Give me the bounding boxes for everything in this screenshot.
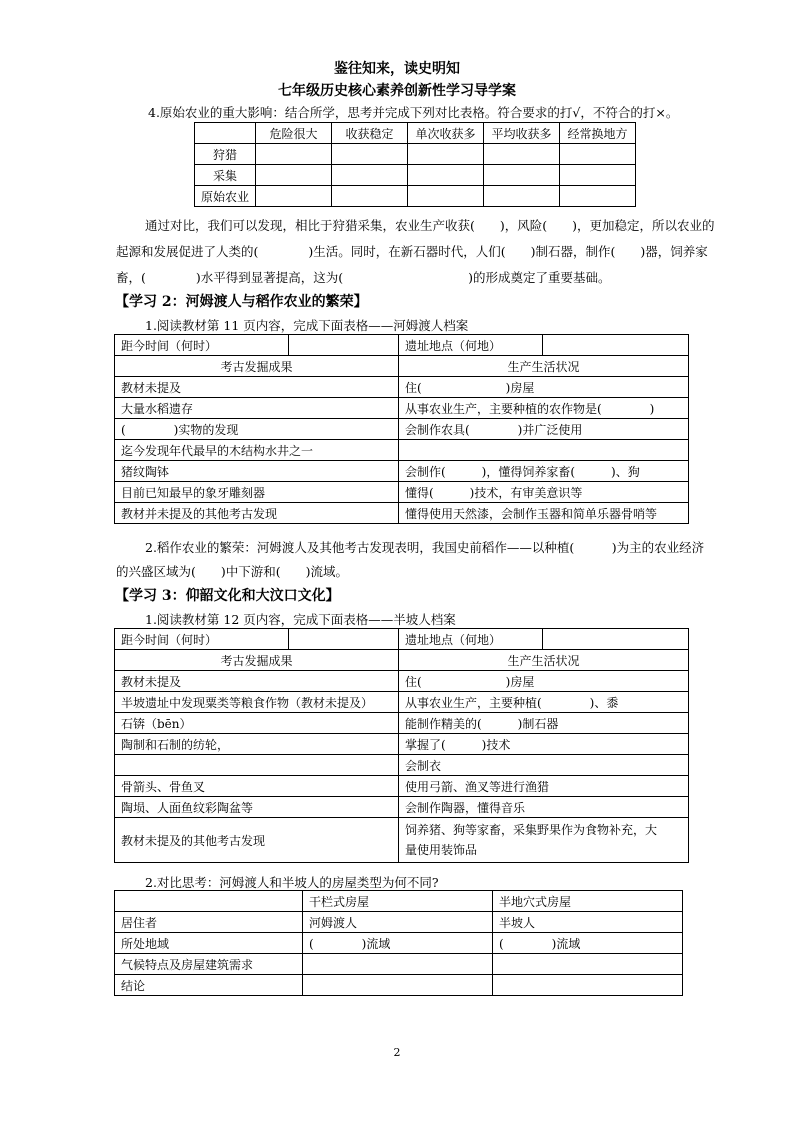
table-cell: 教材未提及 — [115, 671, 399, 692]
q4-paragraph-line: 通过对比，我们可以发现，相比于狩猎采集，农业生产收获( )，风险( )，更加稳定，所以农业的 — [145, 218, 715, 233]
q4-header-cell — [195, 123, 256, 144]
row-label: 居住者 — [115, 912, 303, 933]
q4-header-cell: 经常换地方 — [560, 123, 636, 144]
time-label: 距今时间（何时） — [115, 335, 289, 356]
table-cell: 会制作( )，懂得饲养家畜( )、狗 — [399, 461, 689, 482]
time-label: 距今时间（何时） — [115, 629, 289, 650]
table-cell: 大量水稻遗存 — [115, 398, 399, 419]
answer-cell[interactable] — [289, 335, 399, 356]
row-label: 气候特点及房屋建筑需求 — [115, 954, 303, 975]
table-cell: 河姆渡人 — [303, 912, 493, 933]
column-header: 干栏式房屋 — [303, 891, 493, 912]
answer-cell[interactable] — [543, 335, 689, 356]
column-header: 半地穴式房屋 — [493, 891, 683, 912]
table-cell: 猪纹陶钵 — [115, 461, 399, 482]
column-header: 考古发掘成果 — [115, 356, 399, 377]
answer-cell[interactable] — [256, 186, 332, 207]
table-cell: ( )实物的发现 — [115, 419, 399, 440]
banpo-profile-table — [114, 628, 689, 863]
table-cell: 懂得使用天然漆，会制作玉器和简单乐器骨哨等 — [399, 503, 689, 524]
table-cell: 陶制和石制的纺轮， — [115, 734, 399, 755]
table-cell: 教材未提及 — [115, 377, 399, 398]
answer-cell[interactable] — [332, 186, 408, 207]
study2-q2-line: 2.稻作农业的繁荣：河姆渡人及其他考古发现表明，我国史前稻作——以种植( )为主的农业经济 — [145, 540, 705, 555]
table-cell: 从事农业生产，主要种植的农作物是( ) — [399, 398, 689, 419]
answer-cell[interactable] — [493, 954, 683, 975]
table-cell: 石锛（bēn） — [115, 713, 399, 734]
section-heading-study2: 【学习 2：河姆渡人与稻作农业的繁荣】 — [115, 294, 368, 310]
q4-row-label: 采集 — [195, 165, 256, 186]
table-cell — [115, 891, 303, 912]
table-cell: ( )流域 — [303, 933, 493, 954]
cell-line: 饲养猪、狗等家畜，采集野果作为食物补充，大 — [405, 823, 658, 837]
q4-row-label: 狩猎 — [195, 144, 256, 165]
table-cell-multiline — [399, 818, 689, 863]
column-header: 生产生活状况 — [399, 356, 689, 377]
table-cell — [399, 440, 689, 461]
table-cell: 住( )房屋 — [399, 377, 689, 398]
q4-header-cell: 危险很大 — [256, 123, 332, 144]
q4-row-label: 原始农业 — [195, 186, 256, 207]
column-header: 生产生活状况 — [399, 650, 689, 671]
answer-cell[interactable] — [493, 975, 683, 996]
section-heading-study3: 【学习 3：仰韶文化和大汶口文化】 — [115, 588, 340, 604]
table-cell: 会制衣 — [399, 755, 689, 776]
answer-cell[interactable] — [484, 144, 560, 165]
table-cell: 目前已知最早的象牙雕刻器 — [115, 482, 399, 503]
q4-paragraph-line: 畜，( )水平得到显著提高，这为( )的形成奠定了重要基础。 — [116, 270, 611, 285]
table-cell: 教材并未提及的其他考古发现 — [115, 503, 399, 524]
column-header: 考古发掘成果 — [115, 650, 399, 671]
answer-cell[interactable] — [303, 975, 493, 996]
site-label: 遗址地点（何地） — [399, 629, 543, 650]
answer-cell[interactable] — [484, 165, 560, 186]
table-cell: 掌握了( )技术 — [399, 734, 689, 755]
q4-header-cell: 收获稳定 — [332, 123, 408, 144]
page-subtitle: 七年级历史核心素养创新性学习导学案 — [278, 83, 516, 99]
table-cell: 住( )房屋 — [399, 671, 689, 692]
table-cell: 半坡遗址中发现粟类等粮食作物（教材未提及） — [115, 692, 399, 713]
row-label: 所处地域 — [115, 933, 303, 954]
house-compare-table — [114, 890, 683, 996]
study2-q2-line: 的兴盛区域为( )中下游和( )流域。 — [116, 564, 349, 579]
q4-header-cell: 平均收获多 — [484, 123, 560, 144]
answer-cell[interactable] — [408, 186, 484, 207]
study3-q1: 1.阅读教材第 12 页内容，完成下面表格——半坡人档案 — [145, 612, 456, 627]
study2-q1: 1.阅读教材第 11 页内容，完成下面表格——河姆渡人档案 — [145, 318, 469, 333]
site-label: 遗址地点（何地） — [399, 335, 543, 356]
answer-cell[interactable] — [256, 144, 332, 165]
answer-cell[interactable] — [408, 165, 484, 186]
page-number: 2 — [393, 1046, 401, 1059]
answer-cell[interactable] — [543, 629, 689, 650]
answer-cell[interactable] — [332, 144, 408, 165]
study3-q2: 2.对比思考：河姆渡人和半坡人的房屋类型为何不同? — [145, 875, 439, 890]
answer-cell[interactable] — [560, 165, 636, 186]
answer-cell[interactable] — [408, 144, 484, 165]
table-cell: 陶埙、人面鱼纹彩陶盆等 — [115, 797, 399, 818]
q4-prompt: 4.原始农业的重大影响：结合所学，思考并完成下列对比表格。符合要求的打√，不符合的打×。 — [148, 105, 679, 120]
table-cell: 半坡人 — [493, 912, 683, 933]
q4-paragraph-line: 起源和发展促进了人类的( )生活。同时，在新石器时代，人们( )制石器，制作( )器，饲养家 — [116, 244, 708, 259]
answer-cell[interactable] — [560, 186, 636, 207]
cell-line: 量使用装饰品 — [405, 843, 478, 857]
table-cell — [115, 755, 399, 776]
table-cell: 迄今发现年代最早的木结构水井之一 — [115, 440, 399, 461]
hemudu-profile-table — [114, 334, 689, 524]
table-cell: 会制作农具( )并广泛使用 — [399, 419, 689, 440]
table-cell: 使用弓箭、渔叉等进行渔猎 — [399, 776, 689, 797]
q4-compare-table — [194, 122, 636, 207]
table-cell: 会制作陶器，懂得音乐 — [399, 797, 689, 818]
table-cell: 骨箭头、骨鱼叉 — [115, 776, 399, 797]
q4-header-cell: 单次收获多 — [408, 123, 484, 144]
row-label: 结论 — [115, 975, 303, 996]
answer-cell[interactable] — [560, 144, 636, 165]
table-cell: 从事农业生产，主要种植( )、黍 — [399, 692, 689, 713]
table-cell: ( )流域 — [493, 933, 683, 954]
page-title: 鉴往知来，读史明知 — [334, 61, 460, 77]
table-cell: 教材未提及的其他考古发现 — [115, 818, 399, 863]
table-cell: 能制作精美的( )制石器 — [399, 713, 689, 734]
answer-cell[interactable] — [484, 186, 560, 207]
answer-cell[interactable] — [303, 954, 493, 975]
answer-cell[interactable] — [256, 165, 332, 186]
answer-cell[interactable] — [289, 629, 399, 650]
table-cell: 懂得( )技术，有审美意识等 — [399, 482, 689, 503]
answer-cell[interactable] — [332, 165, 408, 186]
